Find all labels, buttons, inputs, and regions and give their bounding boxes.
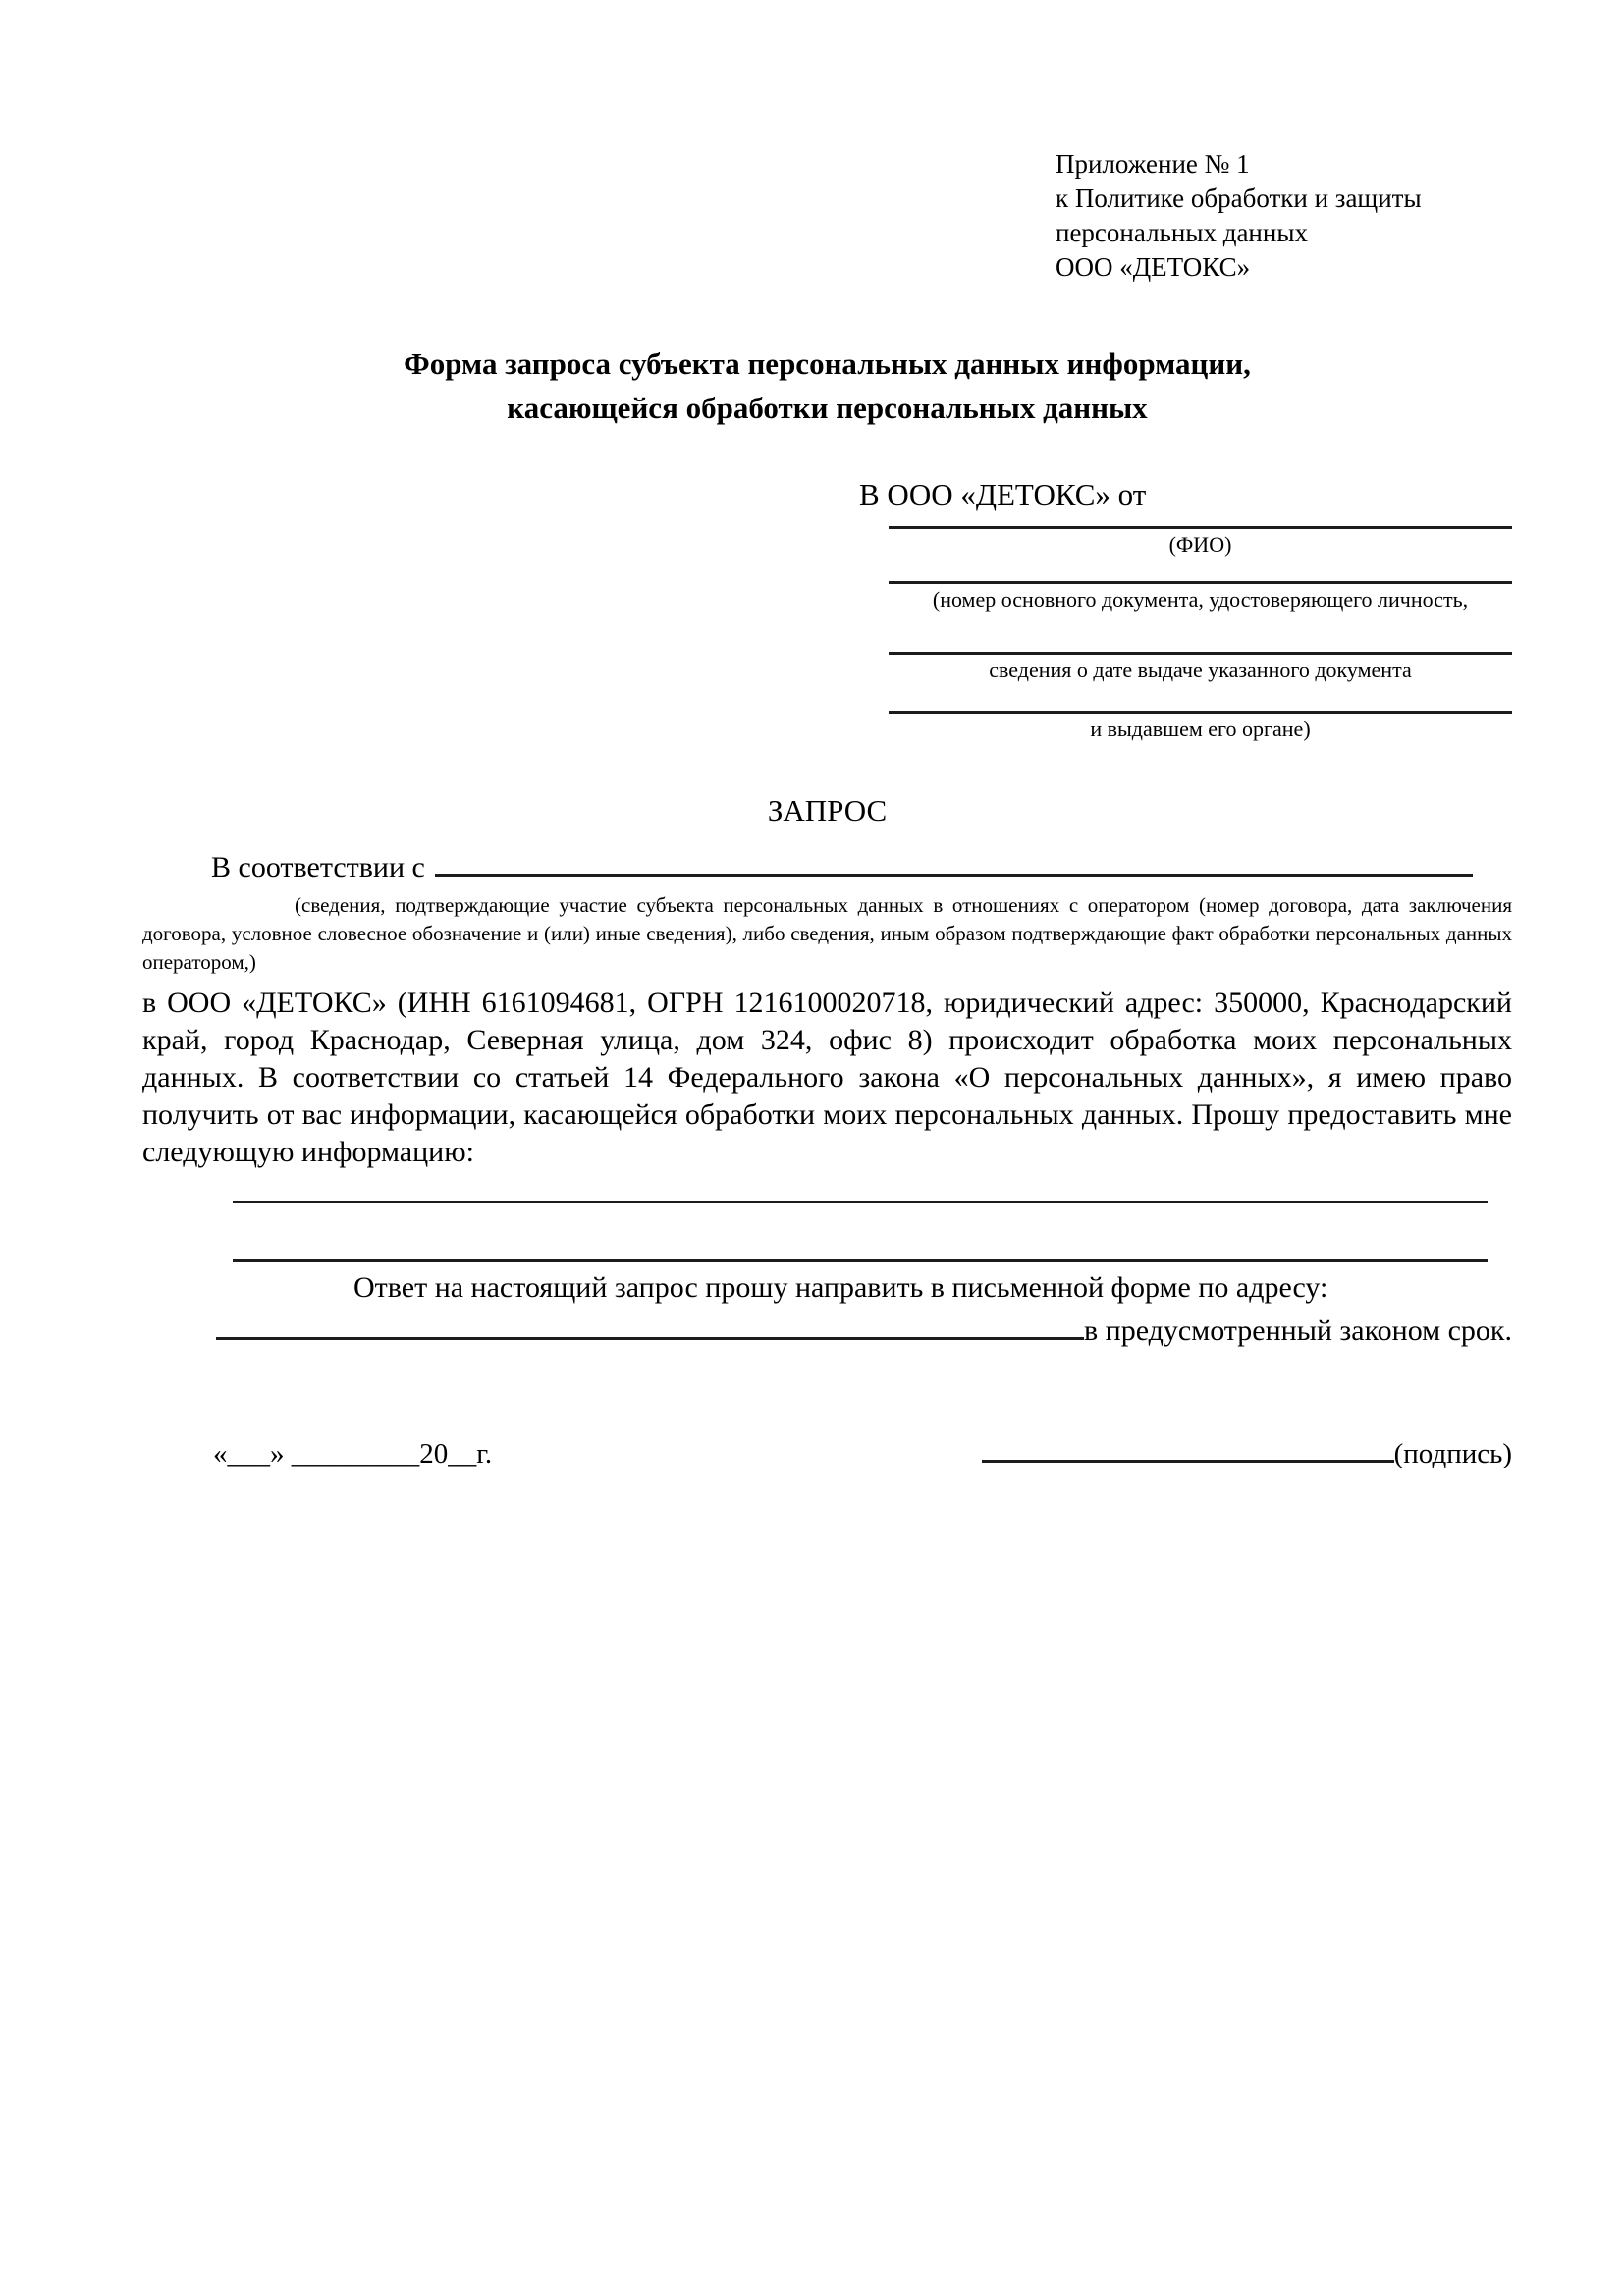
signature-area (982, 1431, 1512, 1473)
appendix-note (1056, 147, 1512, 285)
addressee-to-line: В ООО «ДЕТОКС» от (859, 477, 1147, 511)
accordance-row (142, 844, 1512, 887)
answer-address-blank-line (216, 1308, 1084, 1340)
body-paragraph: в ООО «ДЕТОКС» (ИНН 6161094681, ОГРН 1216100020718, юридический адрес: 350000, Краснодарский край, город Краснодар, Северная улица, дом 324, офис 8) происходит обработка моих персональных данных. В соответствии со статьей 14 Федерального закона «О персональных данных», я имею право получить от вас информации, касающейся обработки моих персональных данных. Прошу предоставить мне следующую информацию: (142, 987, 1512, 1168)
request-heading: ЗАПРОС (767, 793, 888, 828)
date-blank-line: «___» _________20__г. (213, 1438, 493, 1469)
issuing-authority-field-caption: и выдавшем его органе) (1090, 717, 1311, 741)
requested-info-blank-line-2 (233, 1259, 1488, 1262)
accordance-blank-line (435, 844, 1473, 877)
fio-field (889, 526, 1512, 558)
accordance-prefix: В соответствии с (211, 851, 425, 883)
fio-field-caption: (ФИО) (1168, 532, 1232, 557)
addressee-block (859, 475, 1512, 742)
issuing-authority-field (889, 711, 1512, 742)
appendix-note-line-1: Приложение № 1 (1056, 149, 1250, 179)
signature-row (142, 1431, 1512, 1473)
issue-date-field (889, 652, 1512, 683)
appendix-note-line-3: персональных данных (1056, 218, 1308, 247)
issue-date-field-caption: сведения о дате выдаче указанного документа (989, 658, 1412, 682)
appendix-note-line-4: ООО «ДЕТОКС» (1056, 252, 1251, 282)
answer-address-row (142, 1308, 1512, 1351)
signature-blank-line (982, 1431, 1394, 1463)
answer-tail-text: в предусмотренный законом срок. (1084, 1314, 1512, 1347)
document-number-field-caption: (номер основного документа, удостоверяющего личность, (932, 587, 1469, 612)
appendix-note-line-2: к Политике обработки и защиты (1056, 184, 1422, 213)
document-number-field (889, 581, 1512, 613)
signature-caption: (подпись) (1393, 1438, 1512, 1469)
page-title-line-2: касающейся обработки персональных данных (507, 391, 1148, 425)
page-title (142, 342, 1512, 430)
explanatory-note: (сведения, подтверждающие участие субъекта персональных данных в отношениях с оператором (номер договора, дата заключения договора, условное словесное обозначение и (или) иные сведения), либо сведения, иным образом подтверждающие факт обработки персональных данных оператором,) (142, 893, 1512, 974)
answer-sentence: Ответ на настоящий запрос прошу направить в письменной форме по адресу: (353, 1271, 1328, 1304)
page-title-line-1: Форма запроса субъекта персональных данных информации, (404, 347, 1251, 381)
requested-info-blank-line-1 (233, 1201, 1488, 1203)
